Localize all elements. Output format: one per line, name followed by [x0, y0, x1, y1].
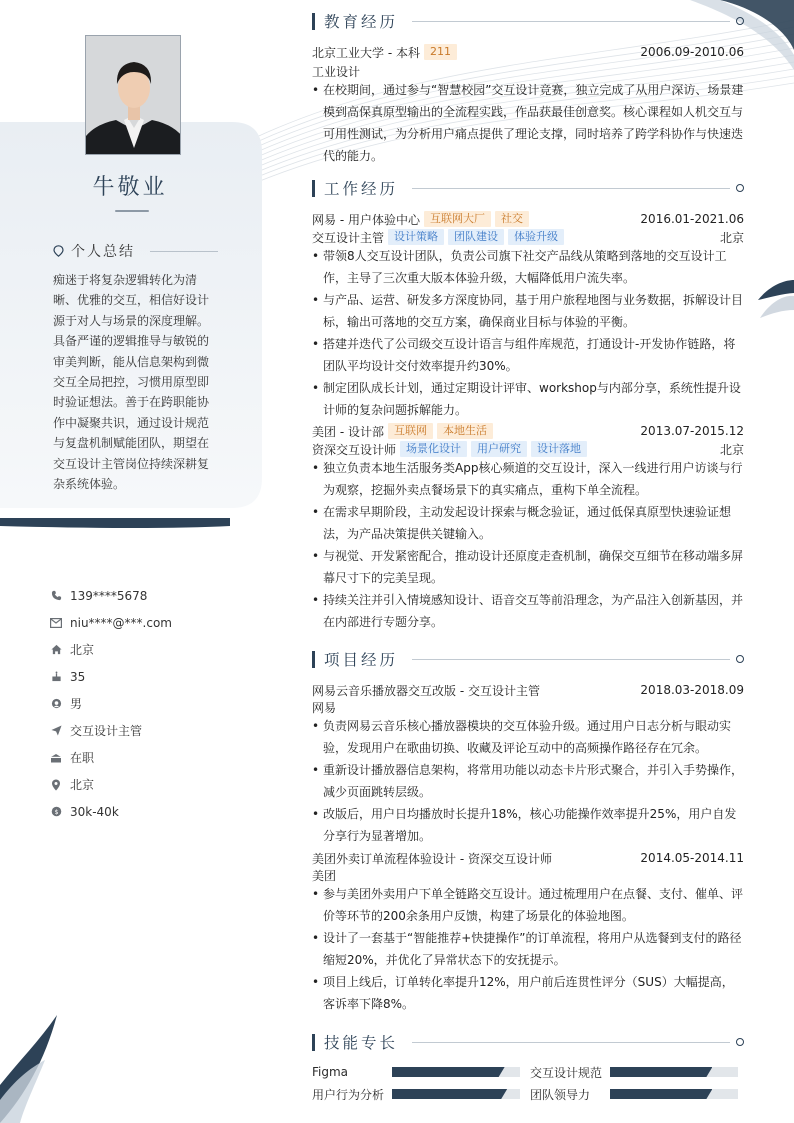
job-company: 网易 - 用户体验中心 — [312, 212, 420, 227]
skill-track — [392, 1089, 520, 1099]
education-title: 教育经历 — [324, 13, 399, 31]
bullet-item: • 改版后，用户日均播放时长提升18%，核心功能操作效率提升25%，用户自发分享行为显著增加。 — [312, 803, 744, 847]
section-rule — [412, 659, 730, 660]
summary-heading-rule — [150, 251, 218, 252]
contact-item — [50, 771, 250, 798]
contact-text: 在职 — [70, 751, 95, 765]
skill-item — [530, 1064, 738, 1080]
section-bar — [312, 651, 315, 668]
section-rule — [412, 21, 730, 22]
project-org-row — [312, 866, 744, 884]
project-header-row — [312, 681, 744, 699]
cake-icon — [50, 671, 62, 683]
skill-name: Figma — [312, 1065, 349, 1079]
contact-text: 139****5678 — [70, 588, 148, 603]
contact-text: 北京 — [70, 778, 95, 792]
contact-text: 交互设计主管 — [70, 724, 143, 738]
contact-text: niu****@***.com — [70, 615, 172, 630]
bullet-item: • 参与美团外卖用户下单全链路交互设计。通过梳理用户在点餐、支付、催单、评价等环节的200余条用户反馈，构建了场景化的体验地图。 — [312, 883, 744, 927]
skill-level-bar — [610, 1067, 712, 1077]
project-org: 网易 — [312, 700, 337, 715]
contact-text: 男 — [70, 697, 83, 711]
bullet-item: • 持续关注并引入情境感知设计、语音交互等前沿理念，为产品注入创新基因，并在内部进行专题分享。 — [312, 589, 744, 633]
skill-item — [312, 1086, 520, 1102]
job-dates: 2016.01-2021.06 — [640, 212, 744, 226]
work-title: 工作经历 — [324, 180, 399, 198]
work-section-heading — [312, 176, 744, 200]
bullet-item: • 重新设计播放器信息架构，将常用功能以动态卡片形式聚合，并引入手势操作，减少页面跳转层级。 — [312, 759, 744, 803]
profile-name: 牛敬业 — [92, 175, 168, 200]
skill-name: 交互设计规范 — [530, 1065, 603, 1080]
job-role: 资深交互设计师 — [312, 442, 397, 457]
send-icon — [50, 725, 62, 737]
status-icon — [50, 752, 62, 764]
section-bar — [312, 13, 315, 30]
bullet-item: • 独立负责本地生活服务类App核心频道的交互设计，深入一线进行用户访谈与行为观察，挖掘外卖点餐场景下的真实痛点，重构下单全流程。 — [312, 457, 744, 501]
contact-item — [50, 744, 250, 771]
location-pin-icon — [53, 245, 64, 257]
contact-text: 30k-40k — [70, 804, 119, 819]
section-dot-icon — [736, 184, 744, 192]
section-bar — [312, 1034, 315, 1051]
projects-title: 项目经历 — [324, 651, 399, 669]
section-dot-icon — [736, 1038, 744, 1046]
job-role-tag: 用户研究 — [471, 441, 527, 457]
education-tag: 211 — [424, 44, 457, 60]
skills-title: 技能专长 — [324, 1034, 399, 1052]
contact-item — [50, 798, 250, 825]
bullet-item: • 在需求早期阶段，主动发起设计探索与概念验证，通过低保真原型快速验证想法，为产品决策提供关键输入。 — [312, 501, 744, 545]
bullet-item: • 项目上线后，订单转化率提升12%，用户前后连贯性评分（SUS）大幅提高，客诉率下降8%。 — [312, 971, 744, 1015]
education-bullet: • 在校期间，通过参与“智慧校园”交互设计竞赛，独立完成了从用户深访、场景建模到高保真原型输出的全流程实践，作品获最佳创意奖。核心课程如人机交互与可用性测试，为分析用户痛点提供了理论支撑，同时培养了跨学科协作与快速迭代的能力。 — [312, 79, 744, 167]
projects-section-heading — [312, 647, 744, 671]
job-role: 交互设计主管 — [312, 230, 385, 245]
avatar — [86, 36, 181, 155]
education-dates: 2006.09-2010.06 — [640, 45, 744, 59]
skill-item — [312, 1064, 520, 1080]
project-name: 美团外卖订单流程体验设计 - 资深交互设计师 — [312, 851, 552, 866]
job-header-row — [312, 422, 744, 440]
education-major-row — [312, 62, 744, 80]
bullet-item: • 带领8人交互设计团队，负责公司旗下社交产品线从策略到落地的交互设计工作，主导了三次重大版本体验升级，大幅降低用户流失率。 — [312, 245, 744, 289]
project-header-row — [312, 849, 744, 867]
skill-track — [392, 1067, 520, 1077]
skill-name: 团队领导力 — [530, 1087, 591, 1102]
skill-track — [610, 1067, 738, 1077]
contact-item — [50, 582, 250, 609]
job-location: 北京 — [719, 442, 744, 457]
contact-list — [50, 582, 250, 825]
job-tag: 互联网大厂 — [424, 211, 491, 227]
project-dates: 2018.03-2018.09 — [640, 683, 744, 697]
project-dates: 2014.05-2014.11 — [640, 851, 744, 865]
contact-item — [50, 690, 250, 717]
job-location: 北京 — [719, 230, 744, 245]
skill-track — [610, 1089, 738, 1099]
profile-photo — [85, 35, 181, 155]
bullet-item: • 制定团队成长计划，通过定期设计评审、workshop与内部分享，系统性提升设计师的复杂问题拆解能力。 — [312, 377, 744, 421]
contact-text: 北京 — [70, 643, 95, 657]
education-major: 工业设计 — [312, 64, 361, 79]
contact-item — [50, 636, 250, 663]
phone-icon — [50, 590, 62, 602]
skill-item — [530, 1086, 738, 1102]
job-tag: 本地生活 — [437, 423, 493, 439]
bullet-item: • 与产品、运营、研发多方深度协同，基于用户旅程地图与业务数据，拆解设计目标，输出可落地的交互方案，确保商业目标与体验的平衡。 — [312, 289, 744, 333]
bullet-item: • 负责网易云音乐核心播放器模块的交互体验升级。通过用户日志分析与眼动实验，发现用户在歌曲切换、收藏及评论互动中的高频操作路径存在冗余。 — [312, 715, 744, 759]
job-company: 美团 - 设计部 — [312, 424, 384, 439]
section-bar — [312, 180, 315, 197]
bullet-item: • 搭建并迭代了公司级交互设计语言与组件库规范，打通设计-开发协作链路，将团队平均设计交付效率提升约30%。 — [312, 333, 744, 377]
job-dates: 2013.07-2015.12 — [640, 424, 744, 438]
skill-level-bar — [392, 1089, 507, 1099]
job-header-row — [312, 210, 744, 228]
job-role-tag: 场景化设计 — [400, 441, 467, 457]
project-org: 美团 — [312, 868, 337, 883]
section-dot-icon — [736, 17, 744, 25]
project-org-row — [312, 698, 744, 716]
contact-item — [50, 717, 250, 744]
job-tag: 互联网 — [388, 423, 433, 439]
skill-name: 用户行为分析 — [312, 1087, 385, 1102]
contact-text: 35 — [70, 669, 86, 684]
job-role-row — [312, 440, 744, 458]
contact-item — [50, 609, 250, 636]
skills-section-heading — [312, 1030, 744, 1054]
section-rule — [412, 1042, 730, 1043]
bullet-item: • 设计了一套基于“智能推荐+快捷操作”的订单流程，将用户从选餐到支付的路径缩短20%，并优化了异常状态下的安抚提示。 — [312, 927, 744, 971]
summary-heading — [53, 241, 218, 261]
job-tag: 社交 — [495, 211, 529, 227]
job-role-tag: 设计落地 — [531, 441, 587, 457]
job-role-tag: 设计策略 — [388, 229, 444, 245]
location-pin-icon — [50, 779, 62, 791]
job-role-tag: 团队建设 — [448, 229, 504, 245]
education-section-heading — [312, 9, 744, 33]
job-role-tag: 体验升级 — [508, 229, 564, 245]
gender-icon — [50, 698, 62, 710]
skill-level-bar — [610, 1089, 712, 1099]
job-role-row — [312, 228, 744, 246]
name-divider — [115, 210, 149, 212]
project-name: 网易云音乐播放器交互改版 - 交互设计主管 — [312, 683, 540, 698]
svg-text:$: $ — [53, 807, 59, 816]
bullet-item: • 与视觉、开发紧密配合，推动设计还原度走查机制，确保交互细节在移动端多屏幕尺寸下的完美呈现。 — [312, 545, 744, 589]
section-dot-icon — [736, 655, 744, 663]
skill-level-bar — [392, 1067, 505, 1077]
mail-icon — [50, 617, 62, 629]
summary-title: 个人总结 — [71, 244, 135, 260]
education-row — [312, 43, 744, 61]
section-rule — [412, 188, 730, 189]
contact-item — [50, 663, 250, 690]
summary-text: 痴迷于将复杂逻辑转化为清晰、优雅的交互，相信好设计源于对人与场景的深度理解。具备严谨的逻辑推导与敏锐的审美判断，能从信息架构到微交互全局把控，习惯用原型即时验证想法。善于在跨职能协作中凝聚共识，通过设计规范与复盘机制赋能团队，期望在交互设计主管岗位持续深耕复杂系统体验。 — [53, 273, 210, 492]
education-school: 北京工业大学 - 本科 — [312, 45, 420, 60]
salary-icon — [50, 806, 62, 818]
home-icon — [50, 644, 62, 656]
